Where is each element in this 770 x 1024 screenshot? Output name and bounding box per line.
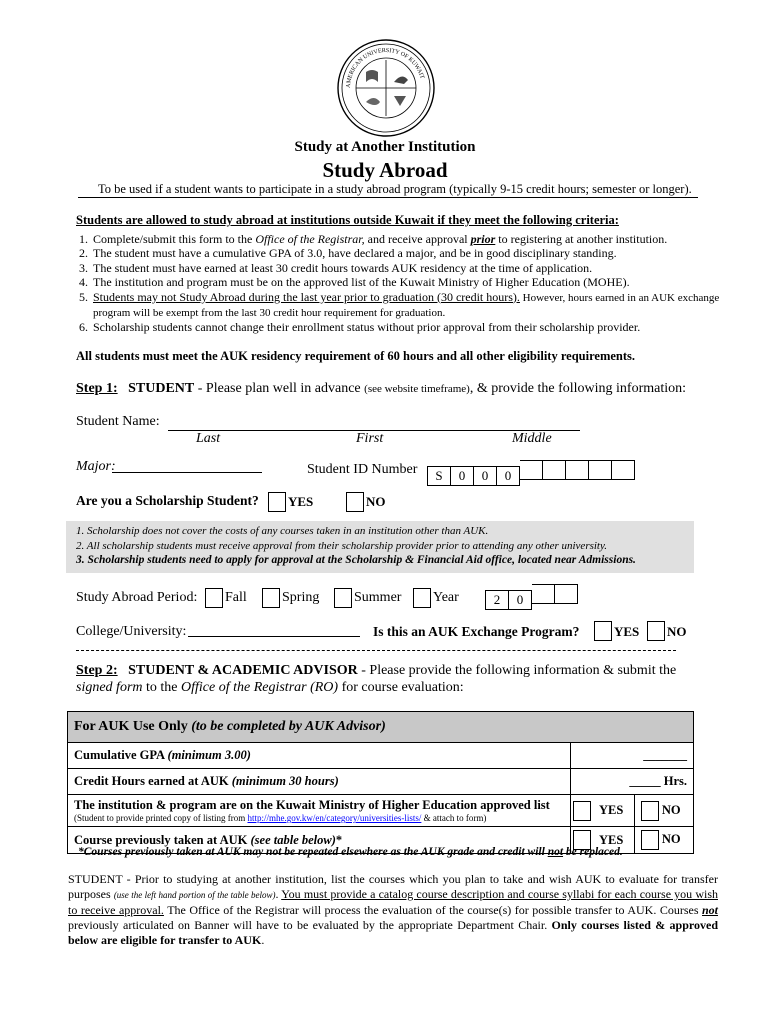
exchange-yes-checkbox[interactable] bbox=[594, 621, 612, 641]
institution-no-cell: NO bbox=[634, 795, 693, 827]
criteria-item: 5. Students may not Study Abroad during the last year prior to graduation (30 credit hours). However, hours earned in an AUK exchange program will be exempt from the last 30 credit hour requirement for graduation. bbox=[91, 290, 741, 321]
credit-hours-field[interactable]: _____ Hrs. bbox=[571, 769, 694, 795]
spring-checkbox[interactable] bbox=[262, 588, 280, 608]
year-cell[interactable]: 0 bbox=[509, 590, 532, 610]
university-seal-icon bbox=[336, 38, 436, 138]
criteria-item: 3. The student must have earned at least 30 credit hours towards AUK residency at the time of application. bbox=[91, 261, 741, 275]
instructions-paragraph: STUDENT - Prior to studying at another institution, list the courses which you plan to take and wish AUK to evaluate for transfer purposes (use the left hand portion of the table below). You must provide a catalog course description and course syllabi for each course you wish to receive approval. The Office of the Registrar will process the evaluation of the course(s) for possible transfer to AUK. Courses not previously articulated on Banner will have to be evaluated by the appropriate Department Chair. Only courses listed & approved below are eligible for transfer to AUK. bbox=[68, 872, 719, 947]
gpa-row-label: Cumulative GPA (minimum 3.00) bbox=[68, 743, 571, 769]
scholarship-yes-label: YES bbox=[288, 494, 314, 509]
criteria-item: 6. Scholarship students cannot change their enrollment status without prior approval from their scholarship provider. bbox=[91, 320, 741, 334]
scholarship-note: 2. All scholarship students must receive approval from their scholarship provider prior to attending any other university. bbox=[76, 539, 608, 552]
id-cell[interactable] bbox=[520, 460, 543, 480]
form-subtitle: To be used if a student wants to participate in a study abroad program (typically 9-15 credit hours; semester or longer). bbox=[78, 182, 698, 198]
criteria-list bbox=[76, 232, 741, 335]
id-cell[interactable] bbox=[589, 460, 612, 480]
year-checkbox[interactable] bbox=[413, 588, 431, 608]
institution-yes-label: YES bbox=[593, 795, 634, 827]
id-cell[interactable]: 0 bbox=[474, 466, 497, 486]
first-name-caption: First bbox=[356, 431, 384, 446]
id-cell[interactable]: 0 bbox=[451, 466, 474, 486]
form-title: Study Abroad bbox=[322, 158, 448, 182]
study-period-label: Study Abroad Period: bbox=[76, 590, 198, 605]
scholarship-note: 3. Scholarship students need to apply for approval at the Scholarship & Financial Aid office, located near Admissions. bbox=[76, 554, 636, 566]
id-cell[interactable] bbox=[566, 460, 589, 480]
criteria-item: 4. The institution and program must be on the approved list of the Kuwait Ministry of Higher Education (MOHE). bbox=[91, 275, 741, 289]
scholarship-notes bbox=[66, 521, 694, 573]
criteria-heading: Students are allowed to study abroad at institutions outside Kuwait if they meet the following criteria: bbox=[76, 213, 619, 227]
course-row-label: Course previously taken at AUK (see table below)* bbox=[68, 827, 571, 854]
scholarship-no-label: NO bbox=[366, 494, 386, 509]
course-no-cell: NO bbox=[634, 827, 693, 854]
summer-checkbox[interactable] bbox=[334, 588, 352, 608]
student-name-field[interactable] bbox=[168, 414, 580, 431]
spring-label: Spring bbox=[282, 590, 320, 605]
scholarship-note: 1. Scholarship does not cover the costs of any courses taken in an institution other than AUK. bbox=[76, 525, 489, 537]
major-field[interactable] bbox=[112, 458, 262, 473]
student-id-field[interactable] bbox=[427, 460, 635, 486]
year-label: Year bbox=[433, 590, 459, 605]
scholarship-no-checkbox[interactable] bbox=[346, 492, 364, 512]
step2-heading: Step 2: STUDENT & ACADEMIC ADVISOR - Please provide the following information & submit the signed form to the Office of the Registrar (RO) for course evaluation: bbox=[76, 663, 677, 695]
id-cell[interactable]: S bbox=[427, 466, 451, 486]
credit-row-label: Credit Hours earned at AUK (minimum 30 hours) bbox=[68, 769, 571, 795]
form-supertitle: Study at Another Institution bbox=[294, 139, 476, 155]
college-label: College/University: bbox=[76, 624, 187, 639]
scholarship-yes-checkbox[interactable] bbox=[268, 492, 286, 512]
course-no-checkbox[interactable] bbox=[641, 830, 659, 850]
year-cell[interactable] bbox=[555, 584, 578, 604]
criteria-item: 2. The student must have a cumulative GPA of 3.0, have declared a major, and be in good disciplinary standing. bbox=[91, 246, 741, 260]
repeat-course-footnote: *Courses previously taken at AUK may not be repeated elsewhere as the AUK grade and credit will not be replaced. bbox=[78, 846, 623, 858]
exchange-no-label: NO bbox=[667, 624, 687, 639]
exchange-no-checkbox[interactable] bbox=[647, 621, 665, 641]
exchange-yes-label: YES bbox=[614, 624, 640, 639]
student-id-label: Student ID Number bbox=[307, 462, 418, 477]
auk-table-header: For AUK Use Only (to be completed by AUK Advisor) bbox=[68, 712, 694, 743]
mohe-link[interactable]: http://mhe.gov.kw/en/category/universities-lists/ bbox=[247, 813, 422, 823]
year-cell[interactable]: 2 bbox=[485, 590, 509, 610]
scholarship-question: Are you a Scholarship Student? bbox=[76, 493, 259, 508]
id-cell[interactable] bbox=[543, 460, 566, 480]
year-cell[interactable] bbox=[532, 584, 555, 604]
student-name-label: Student Name: bbox=[76, 414, 160, 429]
id-cell[interactable] bbox=[612, 460, 635, 480]
fall-checkbox[interactable] bbox=[205, 588, 223, 608]
gpa-field[interactable]: _______ bbox=[571, 743, 694, 769]
section-divider bbox=[76, 650, 676, 651]
course-yes-label: YES bbox=[593, 827, 634, 854]
major-label: Major: bbox=[76, 459, 116, 474]
college-field[interactable] bbox=[188, 622, 360, 637]
criteria-item: 1. Complete/submit this form to the Office of the Registrar, and receive approval prior to registering at another institution. bbox=[91, 232, 741, 246]
year-field[interactable] bbox=[485, 584, 578, 610]
id-cell[interactable]: 0 bbox=[497, 466, 520, 486]
residency-requirement: All students must meet the AUK residency requirement of 60 hours and all other eligibility requirements. bbox=[76, 349, 636, 363]
institution-no-checkbox[interactable] bbox=[641, 801, 659, 821]
last-name-caption: Last bbox=[196, 431, 221, 446]
step1-heading: Step 1: STUDENT - Please plan well in advance (see website timeframe), & provide the following information: bbox=[76, 381, 687, 396]
middle-name-caption: Middle bbox=[512, 431, 552, 446]
institution-row-label: The institution & program are on the Kuwait Ministry of Higher Education approved list (Student to provide printed copy of listing from http://mhe.gov.kw/en/category/universities-lists/ & attach to form) bbox=[68, 795, 571, 827]
institution-yes-checkbox[interactable] bbox=[573, 801, 591, 821]
exchange-question: Is this an AUK Exchange Program? bbox=[373, 624, 580, 639]
fall-label: Fall bbox=[225, 590, 247, 605]
auk-use-table bbox=[67, 711, 694, 854]
seal-text: AMERICAN UNIVERSITY OF KUWAIT bbox=[345, 47, 425, 89]
summer-label: Summer bbox=[354, 590, 402, 605]
